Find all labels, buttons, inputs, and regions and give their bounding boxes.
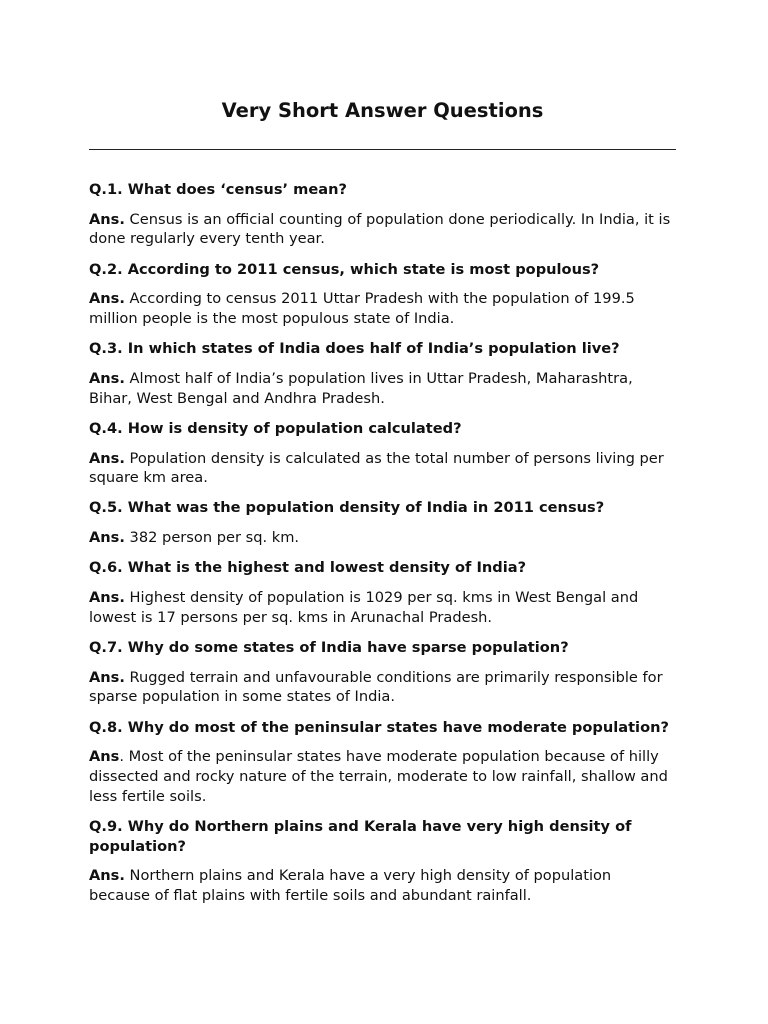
- question-text: Q.8. Why do most of the peninsular states have moderate population?: [89, 718, 669, 736]
- answer-label: Ans.: [89, 369, 125, 387]
- answer-text: [89, 866, 676, 905]
- question-text: Q.6. What is the highest and lowest density of India?: [89, 559, 527, 577]
- answer-body: 382 person per sq. km.: [124, 529, 300, 547]
- answer-body: Almost half of India’s population lives in Uttar Pradesh, Maharashtra, Bihar, West Bengal and Andhra Pradesh.: [89, 369, 633, 407]
- answer-label: Ans.: [89, 210, 125, 228]
- answer-body: Most of the peninsular states have moderate population because of hilly dissected and rocky nature of the terrain, moderate to low rainfall, shallow and less fertile soils.: [89, 748, 668, 805]
- answer-label: Ans.: [89, 449, 125, 467]
- question-text: Q.2. According to 2011 census, which state is most populous?: [89, 260, 600, 278]
- answer-text: [89, 747, 676, 806]
- answer-text: [89, 369, 676, 408]
- answer-body: Census is an official counting of population done periodically. In India, it is done regularly every tenth year.: [89, 210, 671, 248]
- qa-list: [89, 180, 676, 906]
- qa-item: [89, 419, 676, 488]
- title-divider: [89, 149, 676, 150]
- qa-item: [89, 638, 676, 707]
- answer-label: Ans.: [89, 867, 125, 885]
- qa-item: [89, 558, 676, 627]
- question-text: Q.1. What does ‘census’ mean?: [89, 181, 347, 198]
- qa-item: [89, 339, 676, 408]
- qa-item: [89, 260, 676, 329]
- question-text: Q.4. How is density of population calculated?: [89, 419, 462, 437]
- answer-text: [89, 668, 676, 707]
- answer-label: Ans.: [89, 529, 125, 547]
- answer-text: [89, 210, 676, 249]
- qa-item: [89, 718, 676, 807]
- answer-text: [89, 289, 676, 328]
- answer-body: Population density is calculated as the total number of persons living per square km area.: [89, 449, 664, 487]
- question-text: Q.3. In which states of India does half of India’s population live?: [89, 340, 620, 358]
- answer-label: Ans.: [89, 290, 125, 308]
- answer-body: Rugged terrain and unfavourable conditions are primarily responsible for sparse population in some states of India.: [89, 668, 663, 706]
- answer-body: Highest density of population is 1029 per sq. kms in West Bengal and lowest is 17 persons per sq. kms in Arunachal Pradesh.: [89, 589, 639, 626]
- qa-item: [89, 180, 676, 249]
- answer-body: Northern plains and Kerala have a very high density of population because of flat plains with fertile soils and abundant rainfall.: [89, 867, 612, 904]
- answer-label: Ans.: [89, 668, 125, 686]
- answer-label-dot: .: [119, 748, 125, 766]
- answer-label: Ans.: [89, 589, 125, 607]
- question-text: Q.7. Why do some states of India have sparse population?: [89, 638, 569, 656]
- answer-text: [89, 528, 676, 548]
- answer-text: [89, 588, 676, 627]
- answer-label: Ans: [89, 748, 120, 766]
- question-text: Q.9. Why do Northern plains and Kerala have very high density of population?: [89, 817, 632, 855]
- page-title: Very Short Answer Questions: [221, 99, 544, 122]
- qa-item: [89, 817, 676, 906]
- answer-text: [89, 449, 676, 488]
- qa-item: [89, 498, 676, 547]
- answer-body: According to census 2011 Uttar Pradesh with the population of 199.5 million people is the most populous state of India.: [89, 290, 635, 328]
- question-text: Q.5. What was the population density of India in 2011 census?: [89, 499, 605, 517]
